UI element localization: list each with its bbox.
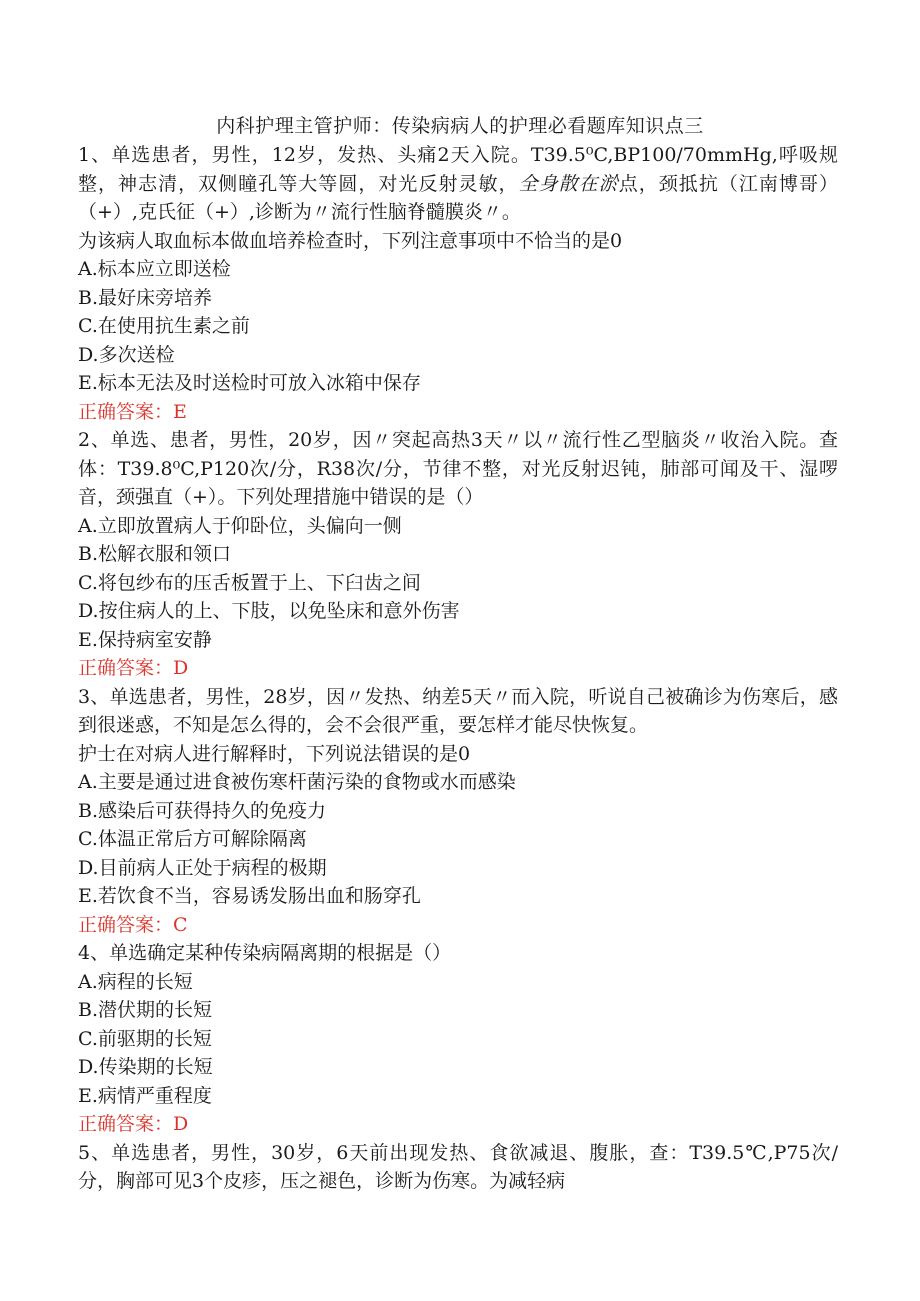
option-d: D.传染期的长短: [78, 1056, 213, 1078]
option-c: C.体温正常后方可解除隔离: [78, 828, 307, 850]
question-1: [78, 141, 838, 426]
option-a: A.立即放置病人于仰卧位，头偏向一侧: [78, 514, 402, 537]
option-c: C.在使用抗生素之前: [78, 315, 250, 337]
question-4: [78, 939, 838, 1139]
question-stem: 4、单选确定某种传染病隔离期的根据是（）: [78, 942, 452, 964]
option-b: B.感染后可获得持久的免疫力: [78, 799, 327, 822]
question-stem: 3、单选患者，男性，28岁，因〃发热、纳差5天〃而入院，听说自己被确诊为伤寒后，感到很迷惑，不知是怎么得的，会不会很严重，要怎样才能尽快恢复。: [78, 685, 838, 736]
option-b: B.最好床旁培养: [78, 286, 213, 309]
option-c: C.前驱期的长短: [78, 1027, 212, 1050]
option-a: A.主要是通过进食被伤寒杆菌污染的食物或水而感染: [78, 771, 516, 793]
question-prompt: 护士在对病人进行解释时，下列说法错误的是0: [78, 742, 471, 765]
option-e: E.若饮食不当，容易诱发肠出血和肠穿孔: [78, 885, 421, 907]
correct-answer: 正确答案：E: [78, 400, 187, 423]
option-e: E.病情严重程度: [78, 1084, 212, 1107]
option-d: D.目前病人正处于病程的极期: [78, 856, 327, 879]
option-a: A.标本应立即送检: [78, 258, 231, 280]
question-stem: 2、单选、患者，男性，20岁，因〃突起高热3天〃以〃流行性乙型脑炎〃收治入院。查体：T39.8⁰C,P120次/分，R38次/分，节律不整，对光反射迟钝，肺部可闻及干、湿啰音，颈强直（+）。下列处理措施中错误的是（）: [78, 429, 838, 508]
option-b: B.松解衣服和领口: [78, 543, 232, 565]
option-b: B.潜伏期的长短: [78, 999, 213, 1021]
option-d: D.多次送检: [78, 343, 175, 366]
option-e: E.保持病室安静: [78, 628, 212, 651]
option-d: D.按住病人的上、下肢，以免坠床和意外伤害: [78, 600, 460, 622]
correct-answer: 正确答案：C: [78, 913, 188, 936]
option-e: E.标本无法及时送检时可放入冰箱中保存: [78, 372, 421, 394]
question-stem: 5、单选患者，男性，30岁，6天前出现发热、食欲减退、腹胀，查：T39.5℃,P75次/分，胸部可见3个皮疹，压之褪色，诊断为伤寒。为减轻病: [78, 1141, 838, 1192]
question-prompt: 为该病人取血标本做血培养检查时，下列注意事项中不恰当的是0: [78, 229, 623, 252]
option-a: A.病程的长短: [78, 970, 193, 993]
question-3: [78, 683, 838, 940]
question-2: [78, 426, 838, 683]
question-stem: 1、单选患者，男性，12岁，发热、头痛2天入院。T39.5⁰C,BP100/70mmHg,呼吸规整，神志清，双侧瞳孔等大等圆，对光反射灵敏，全身散在淤点，颈抵抗（江南博哥）（+）,克氏征（+）,诊断为〃流行性脑脊髓膜炎〃。: [78, 144, 838, 223]
question-5: [78, 1139, 838, 1196]
correct-answer: 正确答案：D: [78, 1113, 189, 1135]
document-body: [78, 141, 838, 1196]
correct-answer: 正确答案：D: [78, 657, 189, 679]
option-c: C.将包纱布的压舌板置于上、下臼齿之间: [78, 571, 421, 594]
document-title: 内科护理主管护师：传染病病人的护理必看题库知识点三: [216, 115, 704, 137]
